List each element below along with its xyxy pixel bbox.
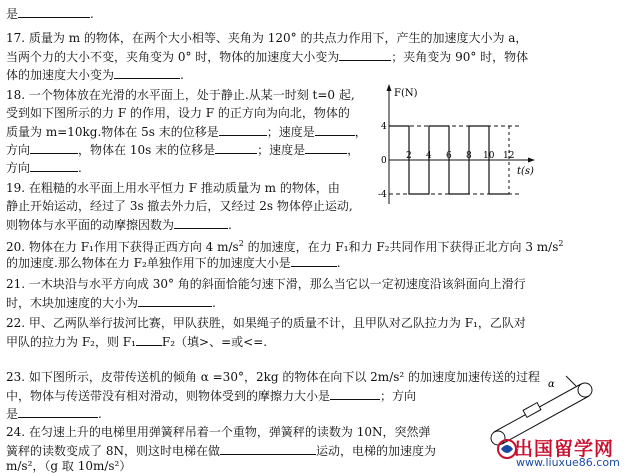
x-tick-label: 10 <box>483 151 495 161</box>
question-19-line3: 则物体与水平面的动摩擦因数为 . <box>6 218 232 232</box>
x-tick-label: 8 <box>466 151 472 161</box>
upper-pulley <box>578 383 592 397</box>
question-18-line4: 方向 ，物体在 10s 末的位移是 ；速度是 ， <box>6 143 360 157</box>
answer-blank <box>30 160 78 172</box>
question-18-line2: 受到如下图所示的力 F 的作用，设力 F 的正方向为向北，物体的 <box>6 106 350 120</box>
x-axis-label: t(s) <box>517 166 534 177</box>
question-20-line1: 20. 物体在力 F₁作用下获得正西方向 4 $m/s^2$ 的加速度，在力 F₁和力 F₂共同作用下获得正北方向 3 $m/s^2$ <box>6 239 564 254</box>
answer-blank <box>305 142 347 154</box>
answer-blank <box>220 443 316 455</box>
line-prev-end: 是 . <box>6 7 94 21</box>
answer-blank <box>339 49 391 61</box>
x-tick-label: 2 <box>406 151 412 161</box>
y-tick-label: 0 <box>381 156 387 166</box>
x-axis-arrow <box>528 158 535 163</box>
answer-blank <box>174 217 228 229</box>
question-20-line2: 的加速度.那么物体在力 F₂单独作用下的加速度大小是 . <box>6 256 341 270</box>
x-tick-label: 6 <box>446 151 452 161</box>
question-24-line1: 24. 在匀速上升的电梯里用弹簧秤吊着一个重物，弹簧秤的读数为 10N，突然弹 <box>6 425 431 439</box>
answer-blank <box>138 295 212 307</box>
question-23-line1: 23. 如下图所示，皮带传送机的倾角 α =30°，2kg 的物体在向下以 2m/s² 的加速度加速传送的过程 <box>6 370 541 384</box>
answer-blank <box>114 67 180 79</box>
answer-blank <box>18 406 98 418</box>
watermark <box>496 434 640 472</box>
answer-blank <box>330 388 380 400</box>
y-tick-label: 4 <box>381 122 387 132</box>
answer-blank <box>30 142 78 154</box>
question-18-line5: 方向 . <box>6 161 82 175</box>
question-24-line2: 簧秤的读数变成了 8N，则这时电梯在做 运动，电梯的加速度为 <box>6 444 436 458</box>
question-19-line2: 静止开始运动，经过了 3s 撤去外力后，又经过 2s 物体停止运动, <box>6 199 353 213</box>
question-19-line1: 19. 在粗糙的水平面上用水平恒力 F 推动质量为 m 的物体，由 <box>6 181 340 195</box>
y-axis-label: F(N) <box>394 88 418 99</box>
x-tick-label: 4 <box>426 151 432 161</box>
answer-blank <box>291 255 337 267</box>
answer-blank <box>219 124 267 136</box>
watermark-url: www.liuxue86.com <box>516 456 620 469</box>
block <box>523 403 541 418</box>
watermark-name: 出国留学网 <box>514 438 615 460</box>
chart-marks <box>378 122 521 200</box>
question-18-line3: 质量为 m=10kg.物体在 5s 末的位移是 ；速度是 ， <box>6 125 367 139</box>
x-tick-label: 12 <box>503 151 515 161</box>
question-24-line3: m/s²，（g 取 10m/s²） <box>6 459 132 473</box>
direction-arrow <box>566 376 576 386</box>
force-time-chart <box>378 82 537 210</box>
question-21-line1: 21. 一木块沿与水平方向成 30° 角的斜面恰能匀速下滑，那么当它以一定初速度沿该斜面向上滑行 <box>6 277 526 291</box>
question-22-line1: 22. 甲、乙两队举行拔河比赛，甲队获胜，如果绳子的质量不计，且甲队对乙队拉力为 F₁，乙队对 <box>6 316 526 330</box>
answer-blank <box>18 6 90 18</box>
answer-blank <box>315 124 355 136</box>
question-17-line2: 当两个力的大小不变，夹角变为 0° 时，物体的加速度大小变为 ；夹角变为 90° 时，物体 <box>6 50 529 64</box>
question-21-line2: 时，木块加速度的大小为 . <box>6 296 216 310</box>
answer-blank <box>215 142 257 154</box>
y-axis-arrow <box>387 84 392 91</box>
question-23-line3: 是 . <box>6 407 102 421</box>
question-22-line2: 甲队的拉力为 F₂，则 F₁ F₂（填>、=或<=. <box>6 335 268 349</box>
angle-label: α <box>548 379 555 390</box>
question-17-line3: 体的加速度大小变为 . <box>6 68 184 82</box>
question-23-line2: 中，物体与传送带没有相对滑动，则物体受到的摩擦力大小是 ；方向 <box>6 389 417 403</box>
answer-blank <box>136 334 162 346</box>
question-18-line1: 18. 一个物体放在光滑的水平面上，处于静止.从某一时刻 t=0 起, <box>6 88 355 102</box>
y-tick-label: -4 <box>378 190 387 200</box>
question-17-line1: 17. 质量为 m 的物体，在两个大小相等、夹角为 120° 的共点力作用下，产生的加速度大小为 a， <box>6 31 528 45</box>
